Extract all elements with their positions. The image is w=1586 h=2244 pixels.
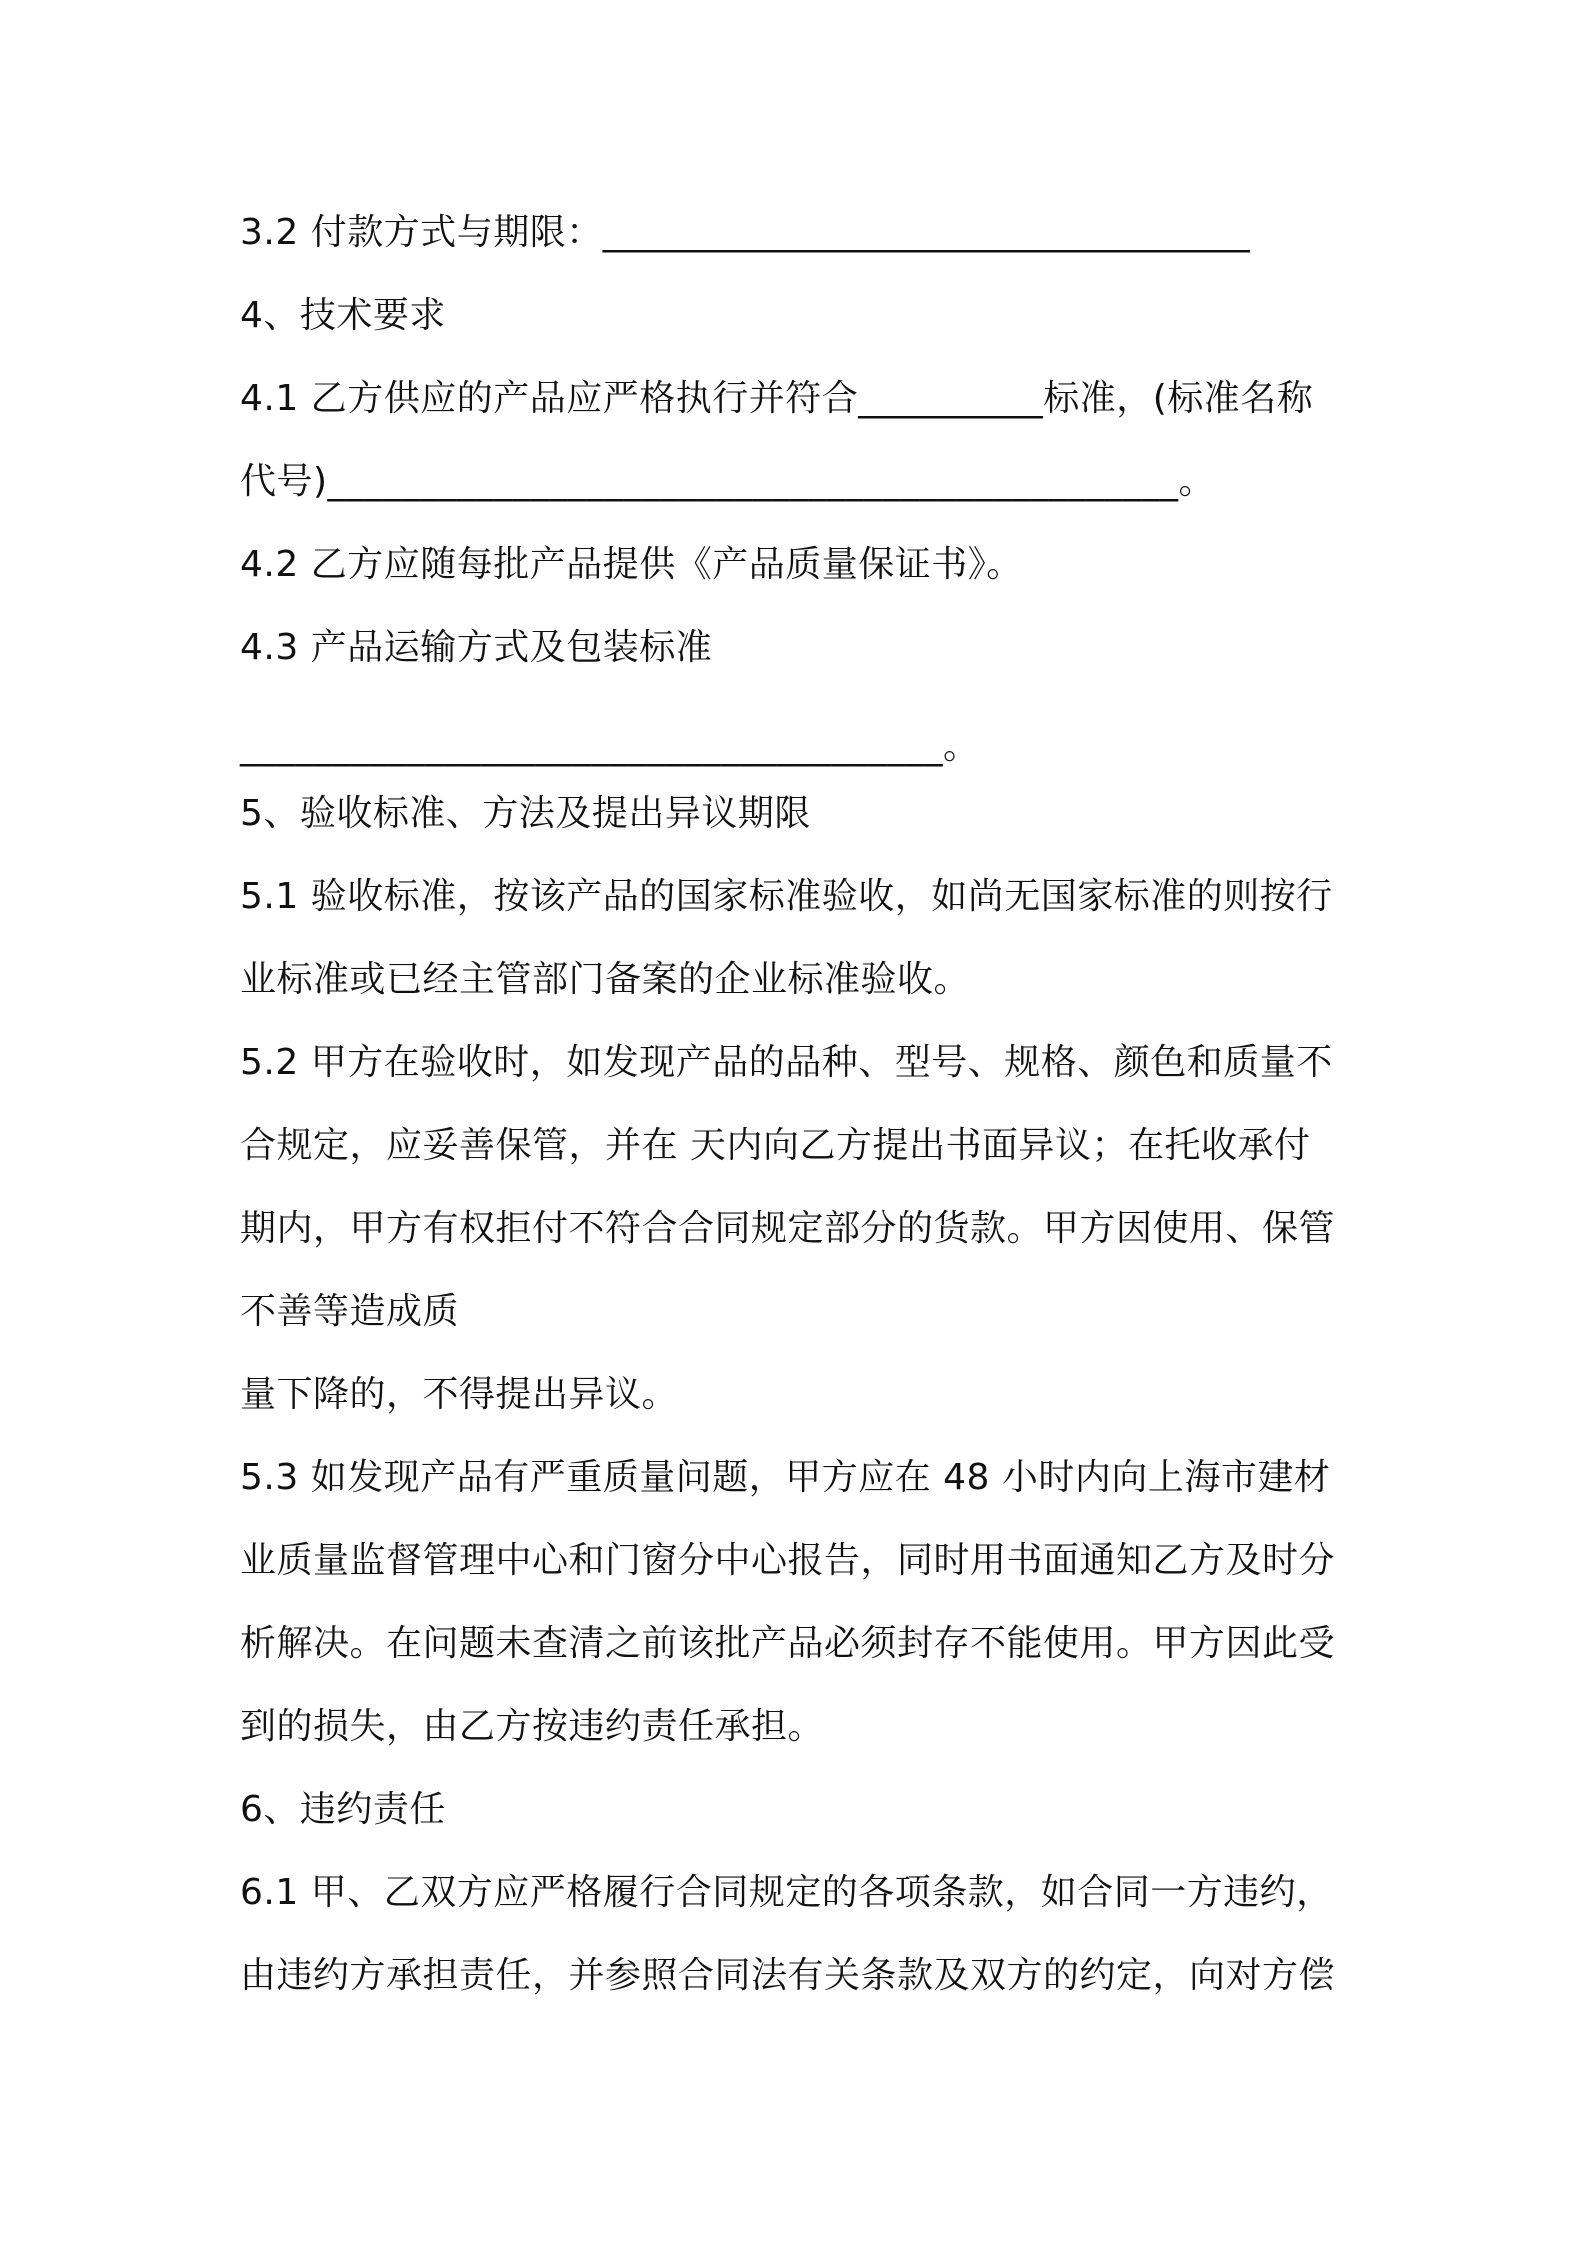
clause-4-1-line-1: 4.1 乙方供应的产品应严格执行并符合__________标准，(标准名称: [240, 378, 1314, 419]
clause-3-2-payment: 3.2 付款方式与期限：___________________________________: [240, 212, 1251, 253]
section-6-heading: 6、违约责任: [240, 1789, 446, 1830]
clause-5-2-line-2: 合规定，应妥善保管，并在 天内向乙方提出书面异议；在托收承付: [240, 1125, 1311, 1166]
clause-4-3-blank: ______________________________________。: [240, 726, 980, 767]
clause-5-3-line-4: 到的损失，由乙方按违约责任承担。: [240, 1706, 825, 1747]
clause-6-1-line-1: 6.1 甲、乙双方应严格履行合同规定的各项条款，如合同一方违约，: [240, 1872, 1333, 1913]
clause-4-1-line-2: 代号)______________________________________________。: [240, 461, 1216, 502]
clause-5-3-line-2: 业质量监督管理中心和门窗分中心报告，同时用书面通知乙方及时分: [240, 1540, 1336, 1581]
clause-6-1-line-2: 由违约方承担责任，并参照合同法有关条款及双方的约定，向对方偿: [240, 1955, 1336, 1996]
clause-5-2-line-3: 期内，甲方有权拒付不符合合同规定部分的货款。甲方因使用、保管: [240, 1208, 1336, 1249]
clause-5-2-line-1: 5.2 甲方在验收时，如发现产品的品种、型号、规格、颜色和质量不: [240, 1042, 1333, 1083]
section-5-heading: 5、验收标准、方法及提出异议期限: [240, 793, 811, 834]
section-4-heading: 4、技术要求: [240, 295, 446, 336]
clause-5-3-line-3: 析解决。在问题未查清之前该批产品必须封存不能使用。甲方因此受: [240, 1623, 1336, 1664]
clause-5-1-line-2: 业标准或已经主管部门备案的企业标准验收。: [240, 959, 971, 1000]
clause-5-2-line-5: 量下降的，不得提出异议。: [240, 1374, 679, 1415]
clause-5-3-line-1: 5.3 如发现产品有严重质量问题，甲方应在 48 小时内向上海市建材: [240, 1457, 1331, 1498]
clause-5-2-line-4: 不善等造成质: [240, 1291, 460, 1332]
clause-4-3-heading: 4.3 产品运输方式及包装标准: [240, 627, 713, 668]
clause-4-2: 4.2 乙方应随每批产品提供《产品质量保证书》。: [240, 544, 1023, 585]
clause-5-1-line-1: 5.1 验收标准，按该产品的国家标准验收，如尚无国家标准的则按行: [240, 876, 1333, 917]
